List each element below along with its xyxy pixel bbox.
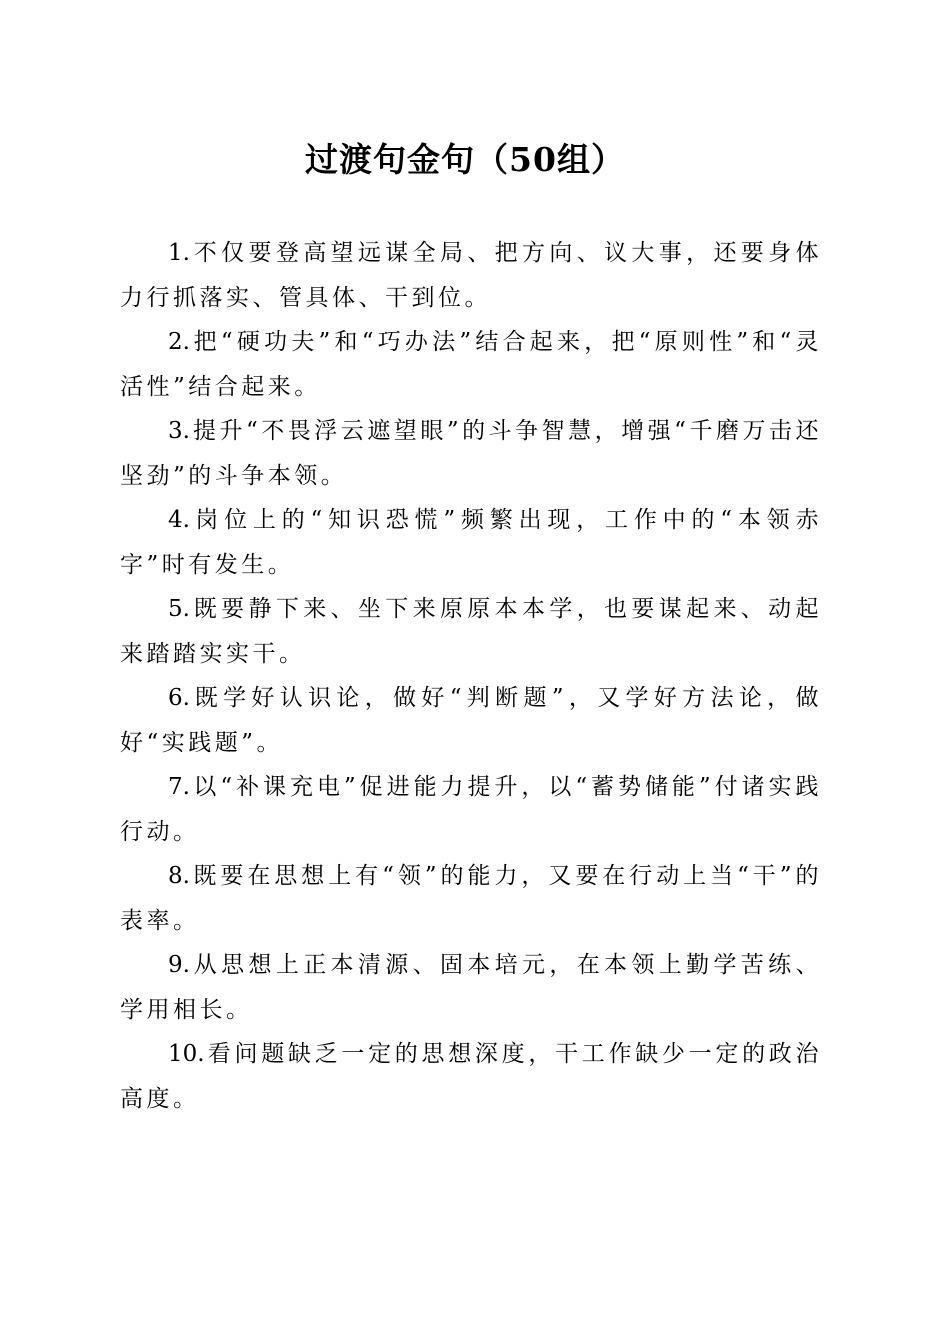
document-title: 过渡句金句（50组） xyxy=(305,140,625,179)
item-text: 既要静下来、坐下来原原本本学，也要谋起来、动起来踏踏实实干。 xyxy=(120,596,822,667)
item-text: 把“硬功夫”和“巧办法”结合起来，把“原则性”和“灵活性”结合起来。 xyxy=(120,329,822,400)
list-item xyxy=(120,498,822,587)
list-item xyxy=(120,765,822,854)
item-number: 4. xyxy=(168,507,190,533)
item-number: 10. xyxy=(168,1041,205,1067)
item-text: 既要在思想上有“领”的能力，又要在行动上当“干”的表率。 xyxy=(120,863,822,934)
list-item xyxy=(120,231,822,320)
item-number: 1. xyxy=(168,240,190,266)
list-item xyxy=(120,854,822,943)
list-item xyxy=(120,409,822,498)
item-text: 既学好认识论，做好“判断题”，又学好方法论，做好“实践题”。 xyxy=(120,685,822,756)
item-text: 不仅要登高望远谋全局、把方向、议大事，还要身体力行抓落实、管具体、干到位。 xyxy=(120,240,822,311)
item-text: 以“补课充电”促进能力提升，以“蓄势储能”付诸实践行动。 xyxy=(120,774,822,845)
list-item xyxy=(120,943,822,1032)
item-number: 6. xyxy=(168,685,190,711)
item-number: 8. xyxy=(168,863,190,889)
item-number: 2. xyxy=(168,329,190,355)
item-text: 提升“不畏浮云遮望眼”的斗争智慧，增强“千磨万击还坚劲”的斗争本领。 xyxy=(120,418,822,489)
item-text: 岗位上的“知识恐慌”频繁出现，工作中的“本领赤字”时有发生。 xyxy=(120,507,822,578)
item-number: 3. xyxy=(168,418,190,444)
item-number: 9. xyxy=(168,952,190,978)
list-item xyxy=(120,1032,822,1121)
item-number: 7. xyxy=(168,774,190,800)
list-item xyxy=(120,587,822,676)
list-item xyxy=(120,676,822,765)
item-text: 看问题缺乏一定的思想深度，干工作缺少一定的政治高度。 xyxy=(120,1041,822,1112)
item-number: 5. xyxy=(168,596,190,622)
list-item xyxy=(120,320,822,409)
item-text: 从思想上正本清源、固本培元，在本领上勤学苦练、学用相长。 xyxy=(120,952,822,1023)
document-body xyxy=(120,231,822,1121)
